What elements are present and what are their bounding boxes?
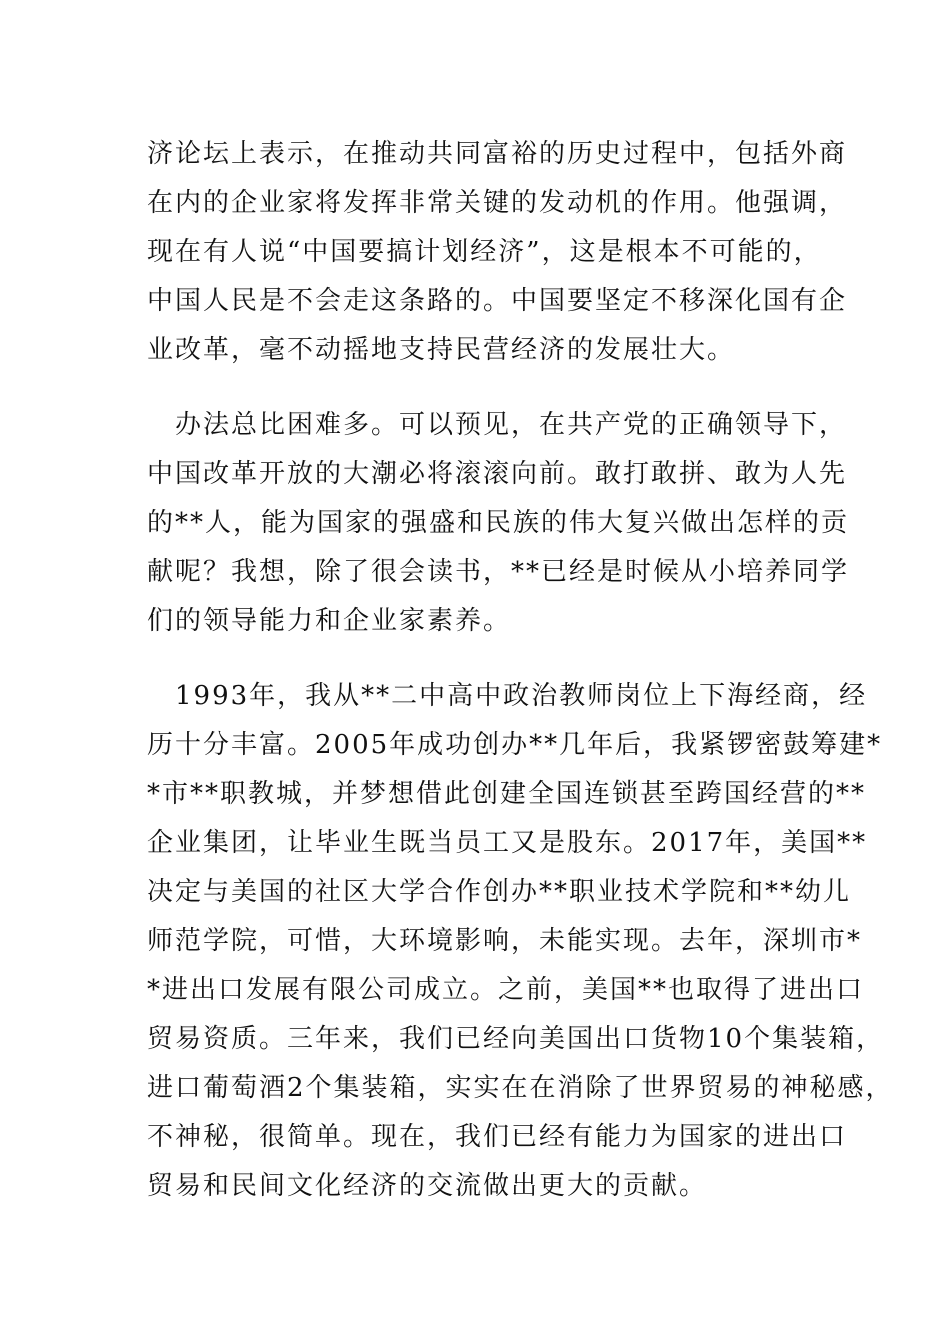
paragraph-line: 办法总比困难多。可以预见，在共产党的正确领导下， <box>147 410 848 440</box>
paragraph-line: 的**人，能为国家的强盛和民族的伟大复兴做出怎样的贡 <box>147 508 850 538</box>
paragraph-line: 进口葡萄酒2个集装箱，实实在在消除了世界贸易的神秘感， <box>147 1073 894 1103</box>
paragraph-line: 们的领导能力和企业家素养。 <box>147 606 512 636</box>
paragraph-line: 1993年，我从**二中高中政治教师岗位上下海经商，经 <box>147 681 868 711</box>
paragraph-line: 在内的企业家将发挥非常关键的发动机的作用。他强调， <box>147 188 848 218</box>
paragraph-line: 贸易资质。三年来，我们已经向美国出口货物10个集装箱， <box>147 1024 885 1054</box>
paragraph-line: 师范学院，可惜，大环境影响，未能实现。去年，深圳市* <box>147 926 863 956</box>
paragraph-line: 贸易和民间文化经济的交流做出更大的贡献。 <box>147 1171 708 1201</box>
paragraph-3 <box>147 672 894 1211</box>
paragraph-1 <box>147 130 848 375</box>
paragraph-line: 决定与美国的社区大学合作创办**职业技术学院和**幼儿 <box>147 877 852 907</box>
paragraph-line: 献呢？我想，除了很会读书，**已经是时候从小培养同学 <box>147 557 850 587</box>
paragraph-line: 不神秘，很简单。现在，我们已经有能力为国家的进出口 <box>147 1122 848 1152</box>
paragraph-line: 中国人民是不会走这条路的。中国要坚定不移深化国有企 <box>147 286 848 316</box>
paragraph-line: 济论坛上表示，在推动共同富裕的历史过程中，包括外商 <box>147 139 848 169</box>
paragraph-line: 现在有人说“中国要搞计划经济”，这是根本不可能的， <box>147 237 822 267</box>
paragraph-2 <box>147 401 850 646</box>
paragraph-spacer <box>147 375 811 401</box>
paragraph-line: *进出口发展有限公司成立。之前，美国**也取得了进出口 <box>147 975 865 1005</box>
paragraph-spacer <box>147 646 811 672</box>
paragraph-line: 历十分丰富。2005年成功创办**几年后，我紧锣密鼓筹建* <box>147 730 883 760</box>
paragraph-line: 企业集团，让毕业生既当员工又是股东。2017年，美国** <box>147 828 868 858</box>
paragraph-line: *市**职教城，并梦想借此创建全国连锁甚至跨国经营的** <box>147 779 867 809</box>
document-body <box>147 130 894 1211</box>
paragraph-line: 中国改革开放的大潮必将滚滚向前。敢打敢拼、敢为人先 <box>147 459 848 489</box>
paragraph-line: 业改革，毫不动摇地支持民营经济的发展壮大。 <box>147 335 736 365</box>
